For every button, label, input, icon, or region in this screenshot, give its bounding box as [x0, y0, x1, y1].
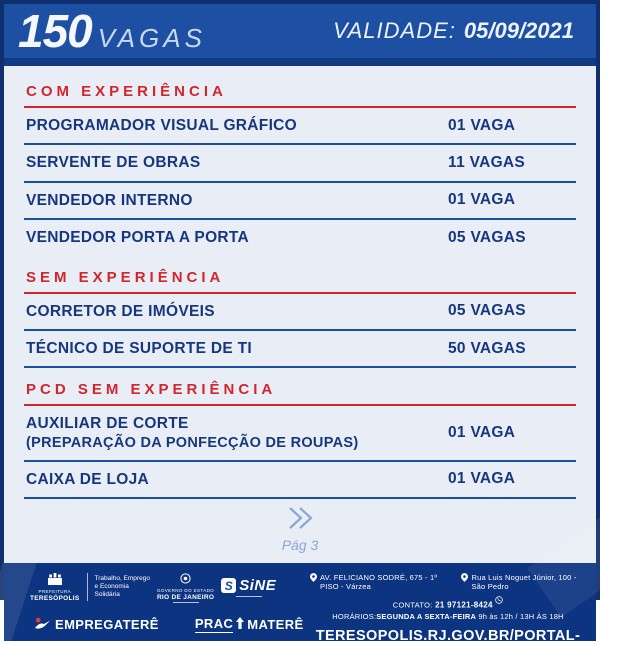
secretaria-line3: Solidária	[94, 591, 120, 599]
empregatere-logo	[34, 617, 159, 632]
secretaria-line1: Trabalho, Emprego	[94, 574, 150, 582]
pracimatere-suffix: MATERÊ	[247, 617, 304, 633]
sine-label: SiNE	[239, 577, 277, 595]
table-row	[24, 462, 576, 499]
table-row	[24, 220, 576, 255]
prefeitura-teresopolis-logo	[30, 572, 80, 602]
pagination	[24, 499, 576, 563]
section-heading-com-experiencia: COM EXPERIÊNCIA	[24, 70, 576, 108]
vacancy-count: 05 VAGAS	[448, 228, 526, 246]
job-title: VENDEDOR INTERNO	[26, 191, 193, 209]
section-heading-sem-experiencia: SEM EXPERIÊNCIA	[24, 256, 576, 294]
page-number-label: Pág 3	[281, 537, 319, 554]
rio-de-janeiro-label: RIO DE JANEIRO	[156, 593, 215, 601]
program-logos-row	[30, 616, 304, 633]
validity	[333, 18, 574, 44]
teresopolis-label: TERESÓPOLIS	[30, 594, 80, 602]
address-2-text: Rua Luis Noguet Júnior, 100 - São Pedro	[471, 573, 577, 592]
vacancy-count: 05 VAGAS	[448, 302, 526, 320]
hours-label: HORÁRIOS:	[332, 611, 377, 621]
hours-days: SEGUNDA A SEXTA-FEIRA	[376, 611, 477, 621]
hours-times: 9h às 12h / 13H ÀS 18H	[478, 611, 564, 621]
next-page-chevron-icon[interactable]	[282, 505, 318, 536]
pracimatere-logo	[195, 616, 304, 633]
vacancy-count: 01 VAGA	[448, 424, 516, 441]
footer-bar	[4, 563, 596, 660]
vacancy-count: 50 VAGAS	[448, 339, 526, 357]
contact-line	[308, 596, 588, 610]
job-title: PROGRAMADOR VISUAL GRÁFICO	[26, 117, 298, 134]
secretaria-line2: e Economia	[94, 582, 129, 590]
table-row	[24, 331, 576, 368]
section-heading-pcd-sem-experiencia: PCD SEM EXPERIÊNCIA	[24, 368, 576, 406]
prefeitura-label: PREFEITURA	[38, 588, 72, 594]
sine-mark-icon: S	[221, 578, 236, 593]
address-2	[461, 573, 586, 591]
job-title: TÉCNICO DE SUPORTE DE TI	[26, 339, 252, 357]
city-hall-icon	[47, 572, 63, 590]
leaping-person-icon	[34, 617, 51, 632]
job-title: CORRETOR DE IMÓVEIS	[26, 302, 215, 320]
vacancy-count: 01 VAGA	[448, 470, 516, 488]
job-title-line2: (PREPARAÇÃO DA PONFECÇÃO DE ROUPAS)	[26, 434, 359, 451]
vacancy-count: 11 VAGAS	[448, 154, 526, 172]
vacancy-total	[18, 4, 206, 58]
table-row	[24, 183, 576, 220]
pracimatere-prefix: PRAC	[194, 616, 234, 632]
vacancy-total-number: 150	[18, 5, 92, 57]
contact-number: 21 97121-8424	[435, 600, 493, 610]
up-arrow-icon	[236, 617, 244, 632]
table-row	[24, 294, 576, 331]
vacancy-count: 01 VAGA	[448, 116, 516, 134]
sine-tagline-bar	[236, 596, 262, 597]
hours-line	[308, 612, 588, 621]
validity-label: VALIDADE:	[333, 18, 456, 43]
governo-label: GOVERNO DO ESTADO	[156, 587, 215, 593]
secretaria-label	[95, 575, 150, 600]
empregatere-label: EMPREGATERÊ	[55, 617, 159, 633]
contact-label: CONTATO:	[392, 600, 433, 610]
table-row	[24, 406, 576, 462]
job-title: CAIXA DE LOJA	[26, 470, 150, 488]
vacancy-list	[4, 66, 596, 563]
governo-rj-logo	[157, 571, 214, 603]
footer-logos	[30, 571, 304, 633]
table-row	[24, 145, 576, 182]
header-bar	[4, 4, 596, 66]
job-title-line1: AUXILIAR DE CORTE	[26, 415, 189, 433]
sine-logo	[221, 577, 276, 597]
institution-logos-row	[30, 571, 298, 603]
governo-tagline-bar	[173, 602, 199, 603]
address-1-text: AV. FELICIANO SODRÉ, 675 - 1º PISO - Várzea	[320, 573, 438, 592]
job-title	[26, 414, 448, 452]
vacancy-count: 01 VAGA	[448, 191, 516, 209]
state-crest-icon	[180, 571, 191, 589]
portal-url-link[interactable]: TERESOPOLIS.RJ.GOV.BR/PORTAL-DO-TRABALHADOR	[315, 627, 581, 660]
logo-divider	[87, 573, 88, 601]
map-pin-icon	[461, 573, 468, 584]
addresses-row	[308, 571, 588, 591]
table-row	[24, 108, 576, 145]
job-title: SERVENTE DE OBRAS	[26, 154, 201, 172]
footer-info	[308, 571, 588, 660]
address-1	[310, 573, 455, 591]
validity-date: 05/09/2021	[463, 18, 574, 43]
job-title: VENDEDOR PORTA A PORTA	[26, 229, 250, 247]
map-pin-icon	[310, 573, 317, 584]
whatsapp-phone-icon	[495, 597, 503, 606]
vacancy-total-word: VAGAS	[97, 23, 206, 53]
